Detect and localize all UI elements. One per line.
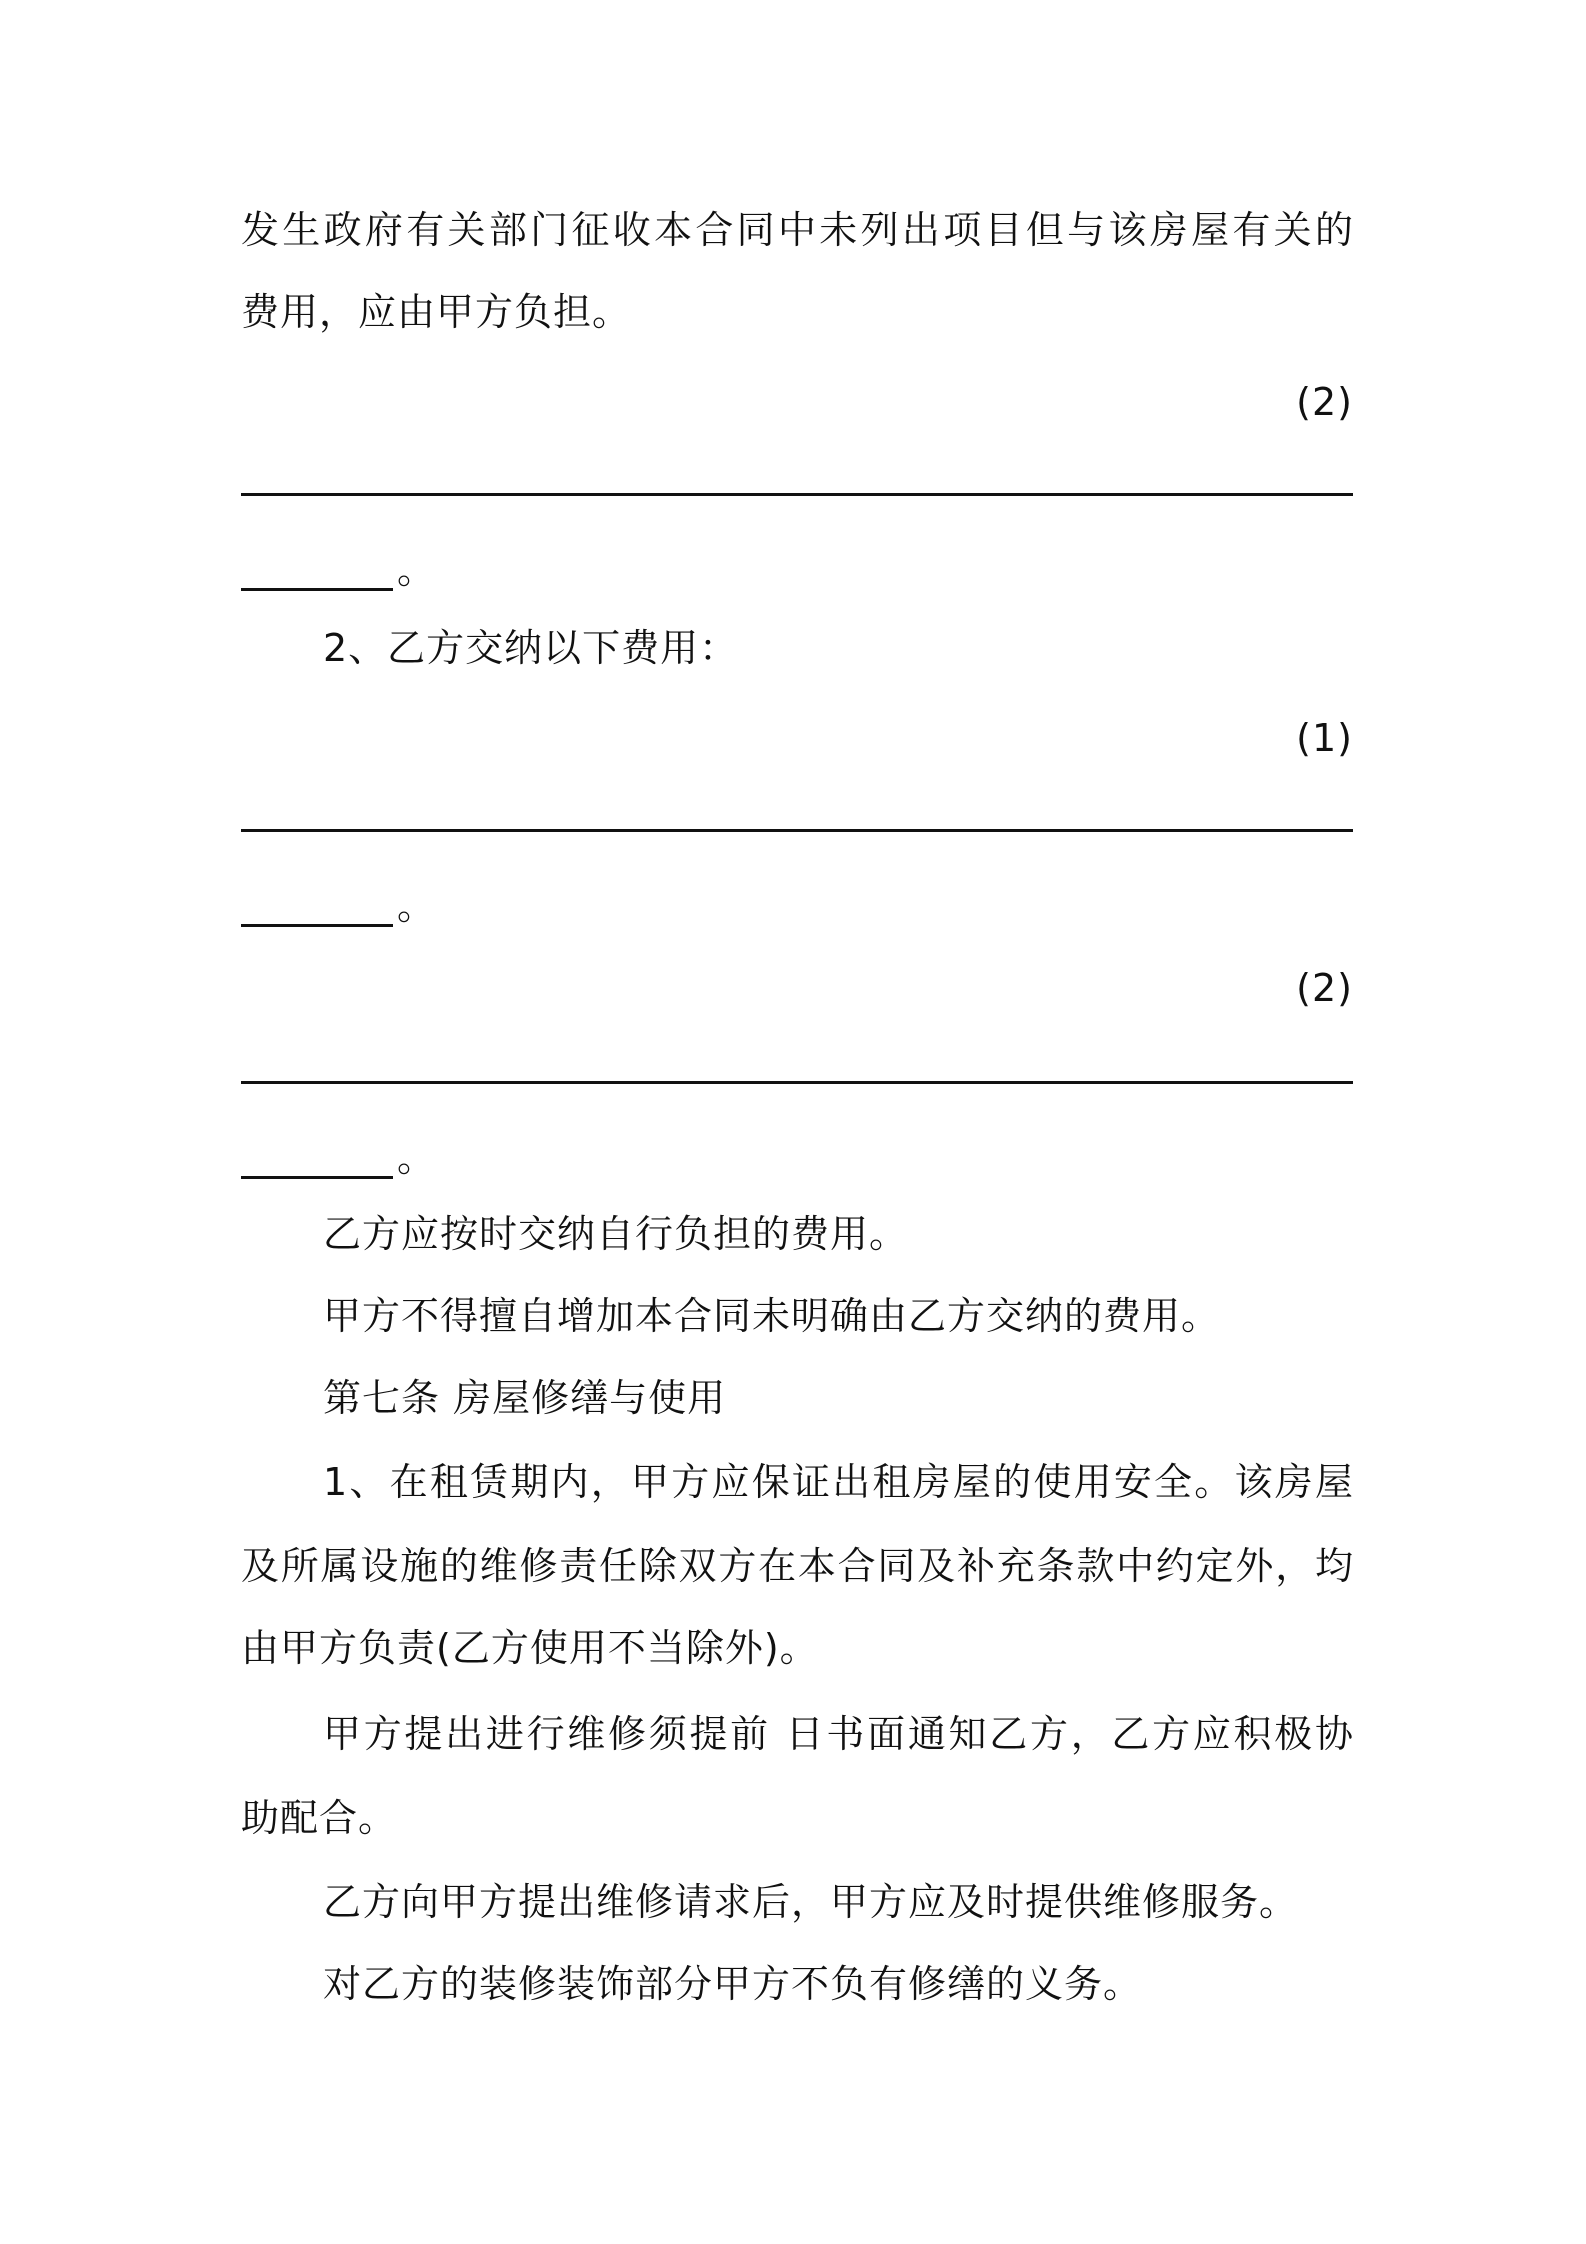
blank-fill-short-line xyxy=(241,1176,393,1179)
blank-fill-short-line xyxy=(241,924,393,927)
text-line-17: 助配合。 xyxy=(241,1796,398,1840)
item-number-2b: (2) xyxy=(1296,966,1353,1010)
blank-fill-line xyxy=(241,493,1353,496)
text-line-2: 费用，应由甲方负担。 xyxy=(241,290,632,334)
text-line-1: 发生政府有关部门征收本合同中未列出项目但与该房屋有关的 xyxy=(241,208,1353,252)
text-line-13: 1、在租赁期内，甲方应保证出租房屋的使用安全。该房屋 xyxy=(323,1460,1353,1504)
text-line-11: 甲方不得擅自增加本合同未明确由乙方交纳的费用。 xyxy=(323,1294,1221,1338)
blank-fill-end xyxy=(241,884,1353,928)
blank-fill-end xyxy=(241,548,1353,592)
blank-fill-end xyxy=(241,1136,1353,1180)
text-line-10: 乙方应按时交纳自行负担的费用。 xyxy=(323,1212,909,1256)
article-7-heading: 第七条 房屋修缮与使用 xyxy=(323,1376,727,1420)
text-line-16: 甲方提出进行维修须提前 日书面通知乙方，乙方应积极协 xyxy=(323,1712,1353,1756)
text-line-15: 由甲方负责(乙方使用不当除外)。 xyxy=(241,1626,819,1670)
text-line-19: 对乙方的装修装饰部分甲方不负有修缮的义务。 xyxy=(323,1962,1143,2006)
blank-fill-line xyxy=(241,1081,1353,1084)
clause-2-heading: 2、乙方交纳以下费用： xyxy=(323,626,739,670)
text-line-14: 及所属设施的维修责任除双方在本合同及补充条款中约定外，均 xyxy=(241,1544,1353,1588)
period: 。 xyxy=(397,1136,437,1180)
period: 。 xyxy=(397,884,437,928)
period: 。 xyxy=(397,548,437,592)
text-line-18: 乙方向甲方提出维修请求后，甲方应及时提供维修服务。 xyxy=(323,1880,1299,1924)
blank-fill-short-line xyxy=(241,588,393,591)
item-number-1: (1) xyxy=(1296,716,1353,760)
blank-fill-line xyxy=(241,829,1353,832)
item-number-2a: (2) xyxy=(1296,380,1353,424)
